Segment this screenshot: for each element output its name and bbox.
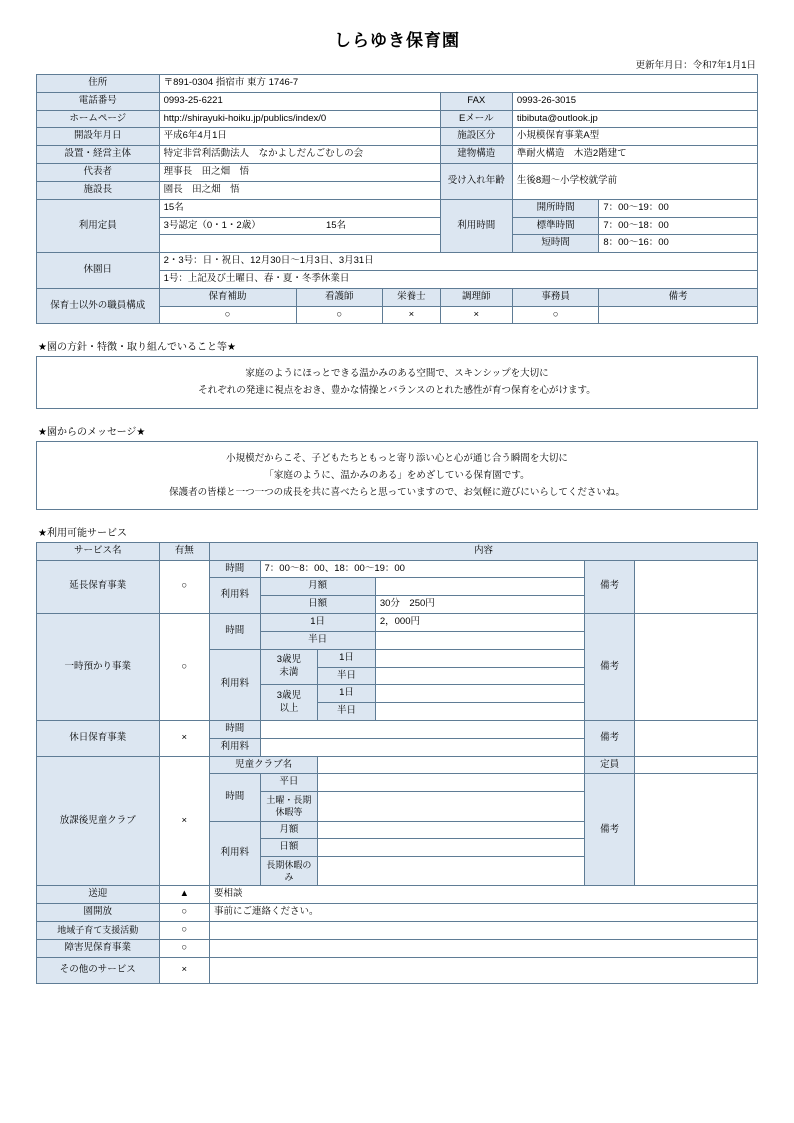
holiday-care-remarks-label: 備考 — [584, 720, 634, 756]
label-fax: FAX — [440, 92, 512, 110]
value-holiday-line2: 1号：上記及び土曜日、春・夏・冬季休業日 — [159, 270, 757, 288]
service-name-holiday-care: 休日保育事業 — [37, 720, 160, 756]
after-school-longterm-label: 長期休暇のみ — [260, 857, 318, 886]
label-open-date: 開設年月日 — [37, 128, 160, 146]
services-heading: ★利用可能サービス — [38, 527, 127, 539]
page-title: しらゆき保育園 — [334, 31, 460, 50]
holiday-care-time-label: 時間 — [210, 720, 260, 738]
value-capacity-total: 15名 — [159, 199, 440, 217]
updated-date: 更新年月日：令和7年1月1日 — [635, 60, 756, 71]
extension-remarks-label: 備考 — [584, 560, 634, 613]
label-building-structure: 建物構造 — [440, 146, 512, 164]
after-school-fee-label: 利用料 — [210, 821, 260, 886]
after-school-capacity-value — [635, 756, 758, 774]
service-name-community-support: 地域子育て支援活動 — [37, 922, 160, 940]
staff-value-1: ○ — [296, 306, 383, 324]
label-open-hours: 開所時間 — [512, 199, 599, 217]
policy-line-1: それぞれの発達に視点をおき、豊かな情操とバランスのとれた感性が育つ保育を心がけます。 — [198, 385, 596, 397]
service-content-transport: 要相談 — [210, 886, 758, 904]
extension-fee-label: 利用料 — [210, 578, 260, 614]
staff-header-0: 保育補助 — [159, 288, 296, 306]
staff-value-2: × — [383, 306, 441, 324]
value-facility-type: 小規模保育事業A型 — [512, 128, 757, 146]
value-open-date: 平成6年4月1日 — [159, 128, 440, 146]
label-usage-time: 利用時間 — [440, 199, 512, 252]
label-phone: 電話番号 — [37, 92, 160, 110]
label-standard-hours: 標準時間 — [512, 217, 599, 235]
staff-header-4: 事務員 — [512, 288, 599, 306]
after-school-saturday-value — [318, 792, 585, 821]
label-email: Eメール — [440, 110, 512, 128]
temporary-day-value: 2，000円 — [375, 614, 584, 632]
label-accept-age: 受け入れ年齢 — [440, 164, 512, 200]
after-school-capacity-label: 定員 — [584, 756, 634, 774]
after-school-remarks-label: 備考 — [584, 774, 634, 886]
label-holiday: 休園日 — [37, 253, 160, 289]
label-operator: 設置・経営主体 — [37, 146, 160, 164]
message-heading: ★園からのメッセージ★ — [38, 426, 146, 438]
basic-info-table — [36, 74, 758, 324]
value-homepage[interactable]: http://shirayuki-hoiku.jp/publics/index/0 — [159, 110, 440, 128]
extension-time-value: 7：00～8：00、18：00～19：00 — [260, 560, 584, 578]
service-name-disability-care: 障害児保育事業 — [37, 939, 160, 957]
value-fax: 0993-26-3015 — [512, 92, 757, 110]
service-name-extension: 延長保育事業 — [37, 560, 160, 613]
value-address: 〒891-0304 指宿市 東方 1746-7 — [159, 75, 757, 93]
policy-heading: ★園の方針・特徴・取り組んでいること等★ — [38, 342, 236, 354]
service-name-temporary: 一時預かり事業 — [37, 614, 160, 721]
after-school-longterm-value — [318, 857, 585, 886]
extension-time-label: 時間 — [210, 560, 260, 578]
value-capacity-empty — [159, 235, 440, 253]
value-email[interactable]: tibibuta@outlook.jp — [512, 110, 757, 128]
label-staff-composition: 保育士以外の職員構成 — [37, 288, 160, 324]
temporary-sub-value-0 — [375, 649, 584, 667]
after-school-saturday-label: 土曜・長期休暇等 — [260, 792, 318, 821]
after-school-club-name-label: 児童クラブ名 — [210, 756, 318, 774]
after-school-remarks-value — [635, 774, 758, 886]
after-school-club-name-value — [318, 756, 585, 774]
extension-daily-value: 30分 250円 — [375, 596, 584, 614]
staff-value-0: ○ — [159, 306, 296, 324]
value-phone: 0993-25-6221 — [159, 92, 440, 110]
service-availability-temporary: ○ — [159, 614, 209, 721]
value-standard-hours: 7：00～18：00 — [599, 217, 758, 235]
staff-header-3: 調理師 — [440, 288, 512, 306]
value-open-hours: 7：00～19：00 — [599, 199, 758, 217]
value-accept-age: 生後8週～小学校就学前 — [512, 164, 757, 200]
temporary-halfday-label: 半日 — [260, 631, 375, 649]
temporary-under3-label: 3歳児 未満 — [260, 649, 318, 685]
after-school-weekday-label: 平日 — [260, 774, 318, 792]
service-name-after-school: 放課後児童クラブ — [37, 756, 160, 886]
policy-line-0: 家庭のようにほっとできる温かみのある空間で、スキンシップを大切に — [245, 368, 549, 380]
extension-remarks-value — [635, 560, 758, 613]
capacity-class3-label: 3号認定（0・1・2歳） — [163, 219, 261, 231]
staff-value-3: × — [440, 306, 512, 324]
holiday-care-remarks-value — [635, 720, 758, 756]
after-school-daily-value — [318, 839, 585, 857]
holiday-care-fee-value — [260, 738, 584, 756]
service-availability-after-school: × — [159, 756, 209, 886]
after-school-time-label: 時間 — [210, 774, 260, 821]
extension-monthly-value — [375, 578, 584, 596]
value-operator: 特定非営利活動法人 なかよしだんごむしの会 — [159, 146, 440, 164]
service-availability-extension: ○ — [159, 560, 209, 613]
message-line-1: 「家庭のように、温かみのある」をめざしている保育園です。 — [264, 469, 530, 481]
temporary-sub-label-2: 1日 — [318, 685, 376, 703]
temporary-fee-label: 利用料 — [210, 649, 260, 720]
holiday-care-time-value — [260, 720, 584, 738]
label-capacity: 利用定員 — [37, 199, 160, 252]
service-availability-other: × — [159, 957, 209, 983]
after-school-monthly-label: 月額 — [260, 821, 318, 839]
service-content-open-garden: 事前にご連絡ください。 — [210, 904, 758, 922]
temporary-time-label: 時間 — [210, 614, 260, 650]
message-line-0: 小規模だからこそ、子どもたちともっと寄り添い心と心が通じ合う瞬間を大切に — [226, 452, 568, 464]
service-availability-disability-care: ○ — [159, 939, 209, 957]
label-director: 施設長 — [37, 181, 160, 199]
staff-header-1: 看護師 — [296, 288, 383, 306]
staff-header-2: 栄養士 — [383, 288, 441, 306]
message-line-2: 保護者の皆様と一つ一つの成長を共に喜べたらと思っていますので、お気軽に遊びにいらしてくださいね。 — [169, 486, 625, 498]
label-address: 住所 — [37, 75, 160, 93]
temporary-sub-value-2 — [375, 685, 584, 703]
label-homepage: ホームページ — [37, 110, 160, 128]
services-header-name: サービス名 — [37, 542, 160, 560]
extension-monthly-label: 月額 — [260, 578, 375, 596]
after-school-weekday-value — [318, 774, 585, 792]
value-short-hours: 8：00～16：00 — [599, 235, 758, 253]
temporary-sub-value-3 — [375, 703, 584, 721]
service-name-other: その他のサービス — [37, 957, 160, 983]
service-name-transport: 送迎 — [37, 886, 160, 904]
services-header-availability: 有無 — [159, 542, 209, 560]
capacity-class3-number: 15名 — [325, 219, 347, 231]
service-availability-open-garden: ○ — [159, 904, 209, 922]
services-header-content: 内容 — [210, 542, 758, 560]
temporary-sub-value-1 — [375, 667, 584, 685]
value-representative: 理事長 田之畑 悟 — [159, 164, 440, 182]
temporary-remarks-value — [635, 614, 758, 721]
staff-value-4: ○ — [512, 306, 599, 324]
value-capacity-class3 — [159, 217, 440, 235]
holiday-care-fee-label: 利用料 — [210, 738, 260, 756]
label-facility-type: 施設区分 — [440, 128, 512, 146]
service-name-open-garden: 園開放 — [37, 904, 160, 922]
temporary-day-label: 1日 — [260, 614, 375, 632]
service-availability-holiday-care: × — [159, 720, 209, 756]
services-table — [36, 542, 758, 984]
temporary-sub-label-3: 半日 — [318, 703, 376, 721]
service-availability-transport: ▲ — [159, 886, 209, 904]
value-holiday-line1: 2・3号：日・祝日、12月30日～1月3日、3月31日 — [159, 253, 757, 271]
label-short-hours: 短時間 — [512, 235, 599, 253]
temporary-sub-label-0: 1日 — [318, 649, 376, 667]
temporary-over3-label: 3歳児 以上 — [260, 685, 318, 721]
label-representative: 代表者 — [37, 164, 160, 182]
temporary-remarks-label: 備考 — [584, 614, 634, 721]
value-building-structure: 準耐火構造 木造2階建て — [512, 146, 757, 164]
policy-box — [36, 356, 758, 408]
temporary-halfday-value — [375, 631, 584, 649]
service-content-disability-care — [210, 939, 758, 957]
after-school-daily-label: 日額 — [260, 839, 318, 857]
service-content-community-support — [210, 922, 758, 940]
value-director: 園長 田之畑 悟 — [159, 181, 440, 199]
temporary-sub-label-1: 半日 — [318, 667, 376, 685]
after-school-monthly-value — [318, 821, 585, 839]
extension-daily-label: 日額 — [260, 596, 375, 614]
staff-value-5 — [599, 306, 758, 324]
service-availability-community-support: ○ — [159, 922, 209, 940]
service-content-other — [210, 957, 758, 983]
message-box — [36, 441, 758, 510]
staff-header-5: 備考 — [599, 288, 758, 306]
